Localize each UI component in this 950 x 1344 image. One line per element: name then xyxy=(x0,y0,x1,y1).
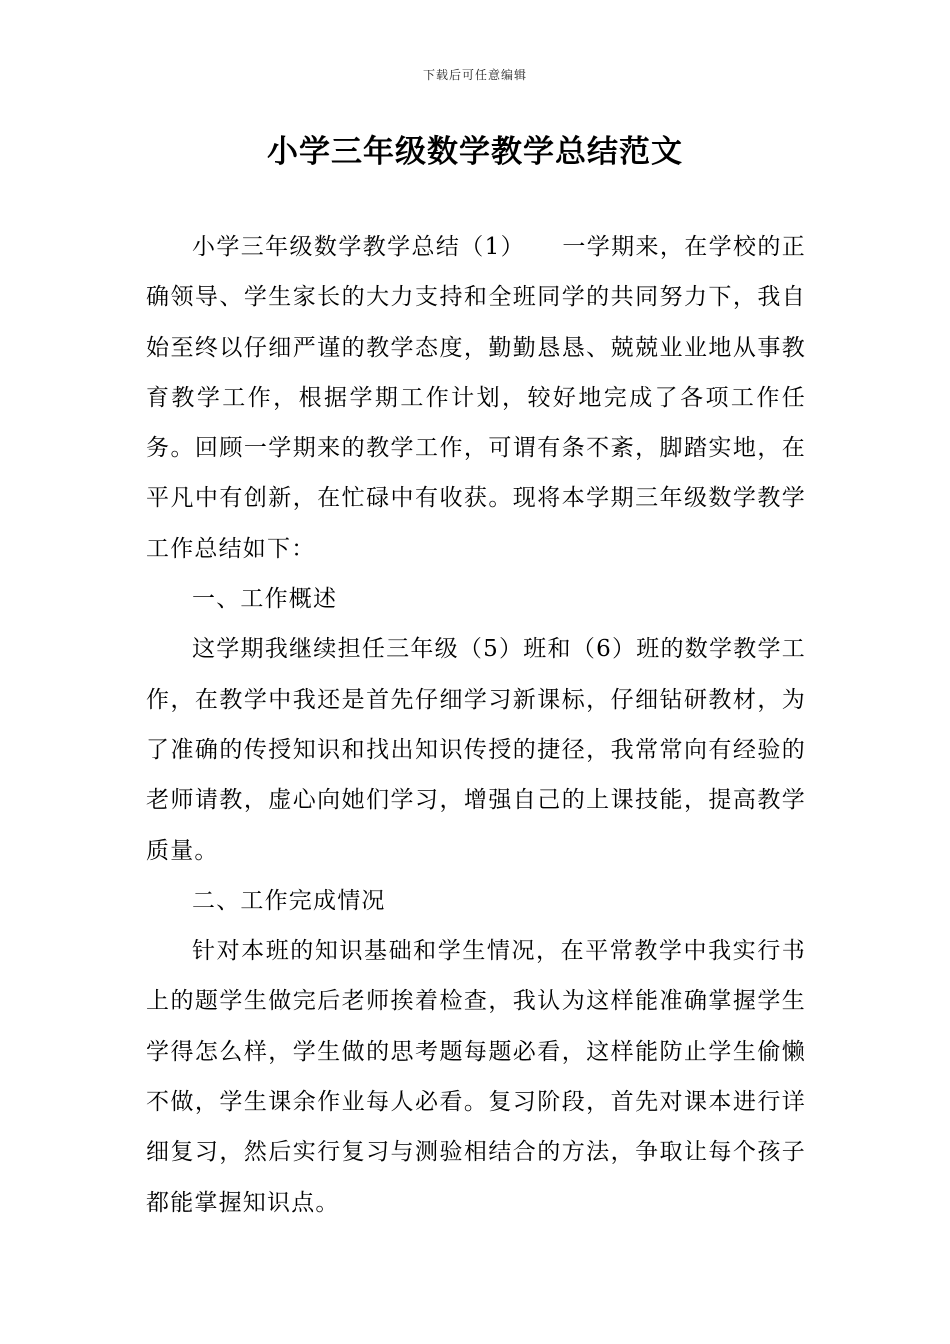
document-title: 小学三年级数学教学总结范文 xyxy=(267,134,683,170)
header-note: 下载后可任意编辑 xyxy=(422,68,527,82)
document-body xyxy=(146,222,806,1228)
section-heading-overview: 一、工作概述 xyxy=(192,586,338,613)
section-heading-completion: 二、工作完成情况 xyxy=(192,887,386,914)
completion-paragraph: 针对本班的知识基础和学生情况，在平常教学中我实行书上的题学生做完后老师挨着检查，我认为这样能准确掌握学生学得怎么样，学生做的思考题每题必看，这样能防止学生偷懒不做，学生课余作业每人必看。复习阶段，首先对课本进行详细复习，然后实行复习与测验相结合的方法，争取让每个孩子都能掌握知识点。 xyxy=(146,938,806,1216)
intro-paragraph: 小学三年级数学教学总结（1） 一学期来，在学校的正确领导、学生家长的大力支持和全班同学的共同努力下，我自始至终以仔细严谨的教学态度，勤勤恳恳、兢兢业业地从事教育教学工作，根据学期工作计划，较好地完成了各项工作任务。回顾一学期来的教学工作，可谓有条不紊，脚踏实地，在平凡中有创新，在忙碌中有收获。现将本学期三年级数学教学工作总结如下： xyxy=(146,234,806,562)
overview-paragraph: 这学期我继续担任三年级（5）班和（6）班的数学教学工作，在教学中我还是首先仔细学习新课标，仔细钻研教材，为了准确的传授知识和找出知识传授的捷径，我常常向有经验的老师请教，虚心向她们学习，增强自己的上课技能，提高教学质量。 xyxy=(146,636,806,864)
